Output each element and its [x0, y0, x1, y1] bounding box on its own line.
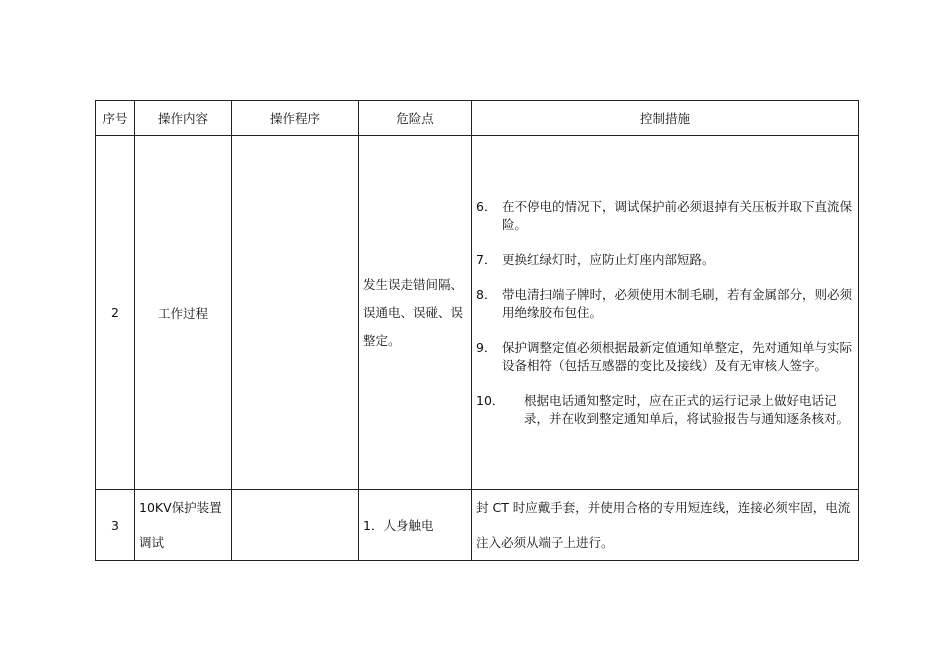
row-procedure	[232, 490, 359, 561]
header-seq: 序号	[96, 101, 135, 136]
header-hazard: 危险点	[359, 101, 472, 136]
row-content: 工作过程	[135, 136, 232, 490]
row-hazard: 发生误走错间隔、误通电、误碰、误整定。	[359, 136, 472, 490]
row-content: 10KV保护装置调试	[135, 490, 232, 561]
measure-text: 在不停电的情况下，调试保护前必须退掉有关压板并取下直流保险。	[502, 198, 853, 232]
measure-number: 8．	[476, 286, 497, 302]
measure-text: 根据电话通知整定时，应在正式的运行记录上做好电话记录，并在收到整定通知单后，将试验报告与通知逐条核对。	[524, 392, 850, 426]
row-seq: 2	[96, 136, 135, 490]
table-row	[96, 490, 859, 561]
row-seq: 3	[96, 490, 135, 561]
measure-number: 6．	[476, 198, 497, 214]
measure-text: 保护调整定值必须根据最新定值通知单整定，先对通知单与实际设备相符（包括互感器的变比及接线）及有无审核人签字。	[502, 339, 853, 373]
row-procedure	[232, 136, 359, 490]
table-header-row	[96, 101, 859, 136]
measure-item	[476, 339, 854, 375]
measure-item	[476, 286, 854, 322]
measure-number: 9．	[476, 339, 497, 355]
header-content: 操作内容	[135, 101, 232, 136]
header-measures: 控制措施	[472, 101, 859, 136]
measure-item	[476, 198, 854, 234]
measure-number: 7．	[476, 251, 497, 267]
measure-text: 更换红绿灯时，应防止灯座内部短路。	[502, 251, 715, 267]
row-measures: 封 CT 时应戴手套，并使用合格的专用短连线，连接必须牢固，电流注入必须从端子上进行。	[472, 490, 859, 561]
row-hazard: 1．人身触电	[359, 490, 472, 561]
table-row	[96, 136, 859, 490]
hazard-control-table	[95, 100, 859, 561]
row-measures	[472, 136, 859, 490]
measure-item	[476, 251, 854, 269]
measure-item	[476, 392, 854, 428]
header-procedure: 操作程序	[232, 101, 359, 136]
measure-text: 带电清扫端子牌时，必须使用木制毛刷，若有金属部分，则必须用绝缘胶布包住。	[502, 286, 853, 320]
measure-number: 10．	[476, 392, 505, 408]
